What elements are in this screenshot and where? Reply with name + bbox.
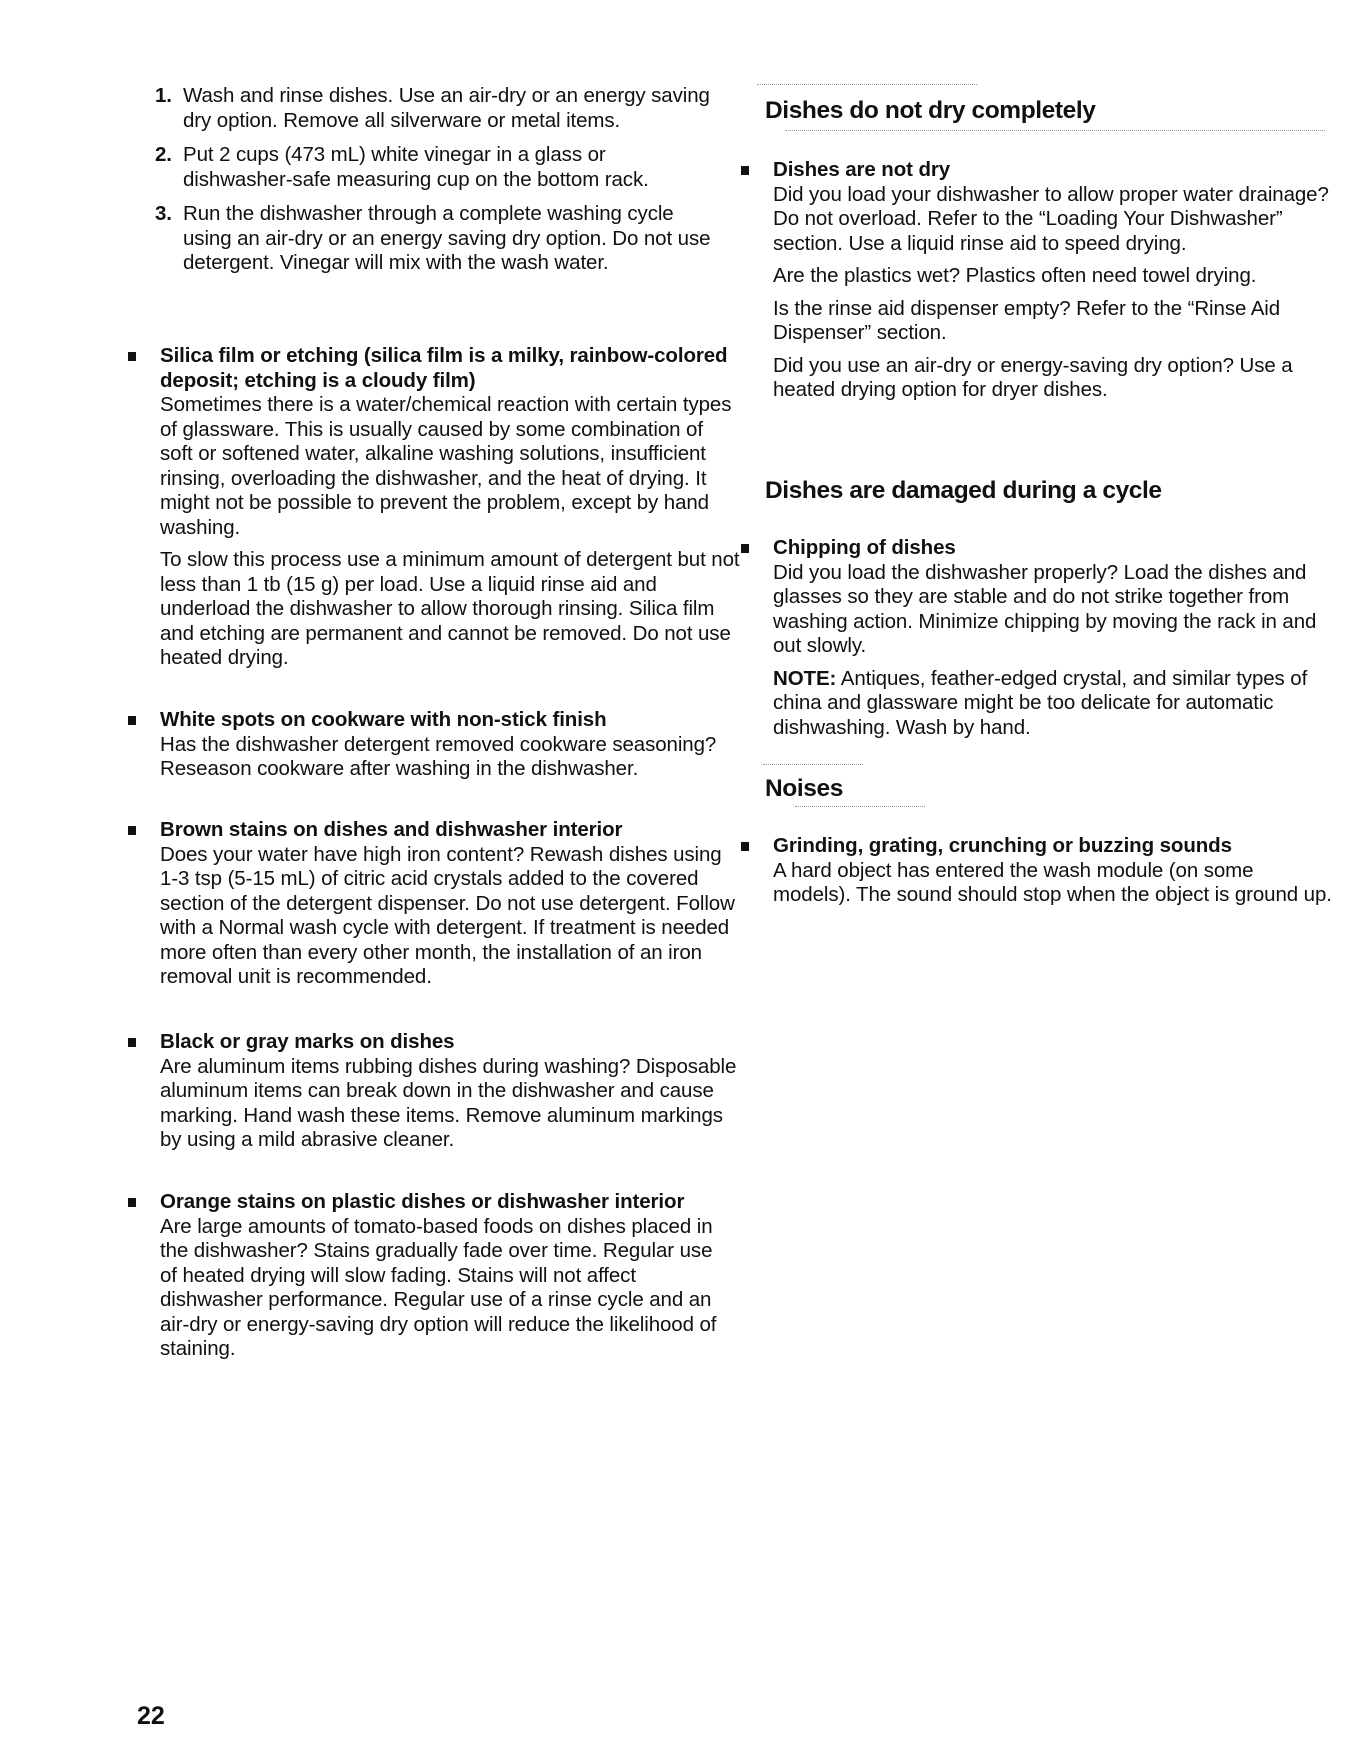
item-title: Grinding, grating, crunching or buzzing sounds — [773, 834, 1232, 857]
list-item — [128, 708, 740, 782]
section-dishes-not-dry — [755, 84, 1335, 403]
item-paragraph: Did you use an air-dry or energy-saving dry option? Use a heated drying option for dryer dishes. — [773, 353, 1293, 401]
item-paragraph: Did you load your dishwasher to allow proper water drainage? Do not overload. Refer to the “Loading Your Dishwasher” section. Use a liquid rinse aid to speed drying. — [773, 182, 1329, 255]
list-item — [741, 536, 1335, 740]
bullet-icon — [741, 544, 749, 553]
step-item — [155, 84, 715, 133]
item-title: Dishes are not dry — [773, 158, 951, 181]
section-heading: Dishes do not dry completely — [765, 97, 1096, 124]
item-title: Silica film or etching (silica film is a milky, rainbow-colored deposit; etching is a cloudy film) — [160, 344, 728, 392]
item-paragraph: Are aluminum items rubbing dishes during washing? Disposable aluminum items can break down in the dishwasher and cause marking. Hand wash these items. Remove aluminum markings by using a mild abrasive cleaner. — [160, 1054, 737, 1151]
list-item — [128, 818, 740, 990]
step-number: 1. — [155, 84, 172, 107]
step-text: Put 2 cups (473 mL) white vinegar in a glass or dishwasher-safe measuring cup on the bottom rack. — [183, 143, 649, 191]
step-number: 2. — [155, 143, 172, 166]
divider — [763, 764, 863, 766]
page-number: 22 — [137, 1702, 165, 1730]
section-dishes-damaged — [755, 476, 1335, 740]
note-paragraph — [773, 667, 1335, 741]
item-title: Brown stains on dishes and dishwasher interior — [160, 818, 623, 841]
list-item — [741, 158, 1335, 403]
bullet-icon — [128, 716, 136, 725]
item-paragraph: Are large amounts of tomato-based foods on dishes placed in the dishwasher? Stains gradually fade over time. Regular use of heated drying will slow fading. Stains will not affect dishwasher performance. Regular use of a rinse cycle and an air-dry or energy-saving dry option will reduce the likelihood of staining. — [160, 1214, 717, 1360]
step-item — [155, 143, 715, 192]
step-number: 3. — [155, 202, 172, 225]
item-title: Orange stains on plastic dishes or dishwasher interior — [160, 1190, 685, 1213]
item-paragraph: Did you load the dishwasher properly? Load the dishes and glasses so they are stable and do not strike together from washing action. Minimize chipping by moving the rack in and out slowly. — [773, 560, 1317, 657]
item-title: Black or gray marks on dishes — [160, 1030, 455, 1053]
step-text: Run the dishwasher through a complete washing cycle using an air-dry or an energy saving dry option. Do not use detergent. Vinegar will mix with the wash water. — [183, 202, 711, 274]
item-paragraph: Does your water have high iron content? Rewash dishes using 1-3 tsp (5-15 mL) of citric acid crystals added to the covered section of the detergent dispenser. Do not use detergent. Follow with a Normal wash cycle with detergent. If treatment is needed more often than every other month, the installation of an iron removal unit is recommended. — [160, 842, 735, 988]
bullet-icon — [128, 1038, 136, 1047]
section-heading: Dishes are damaged during a cycle — [765, 477, 1162, 504]
bullet-icon — [128, 826, 136, 835]
item-paragraph: Sometimes there is a water/chemical reaction with certain types of glassware. This is usually caused by some combination of soft or softened water, alkaline washing solutions, insufficient rinsing, overloading the dishwasher, and the heat of drying. It might not be possible to prevent the problem, except by hand washing. — [160, 393, 732, 539]
section-heading: Noises — [765, 775, 843, 802]
list-item — [128, 1030, 740, 1153]
item-title: White spots on cookware with non-stick finish — [160, 708, 607, 731]
list-item — [128, 344, 740, 671]
item-paragraph: A hard object has entered the wash module (on some models). The sound should stop when the object is ground up. — [773, 858, 1332, 906]
item-paragraph: Are the plastics wet? Plastics often need towel drying. — [773, 264, 1257, 287]
list-item — [741, 834, 1335, 908]
bullet-icon — [128, 1198, 136, 1207]
vinegar-steps-list — [155, 84, 715, 286]
divider — [795, 806, 925, 808]
step-item — [155, 202, 715, 276]
bullet-icon — [128, 352, 136, 361]
divider — [785, 130, 1325, 132]
section-noises — [755, 764, 1335, 908]
item-paragraph: To slow this process use a minimum amount of detergent but not less than 1 tb (15 g) per load. Use a liquid rinse aid and underload the dishwasher to allow thorough rinsing. Silica film and etching are permanent and cannot be removed. Do not use heated drying. — [160, 548, 740, 669]
item-paragraph: Is the rinse aid dispenser empty? Refer to the “Rinse Aid Dispenser” section. — [773, 296, 1281, 344]
step-text: Wash and rinse dishes. Use an air-dry or an energy saving dry option. Remove all silverware or metal items. — [183, 84, 710, 132]
divider — [757, 84, 977, 86]
list-item — [128, 1190, 720, 1362]
note-text: Antiques, feather-edged crystal, and similar types of china and glassware might be too delicate for automatic dishwashing. Wash by hand. — [773, 666, 1308, 739]
note-label: NOTE: — [773, 666, 837, 690]
bullet-icon — [741, 166, 749, 175]
item-paragraph: Has the dishwasher detergent removed cookware seasoning? Reseason cookware after washing in the dishwasher. — [160, 732, 717, 780]
bullet-icon — [741, 842, 749, 851]
item-title: Chipping of dishes — [773, 536, 956, 559]
